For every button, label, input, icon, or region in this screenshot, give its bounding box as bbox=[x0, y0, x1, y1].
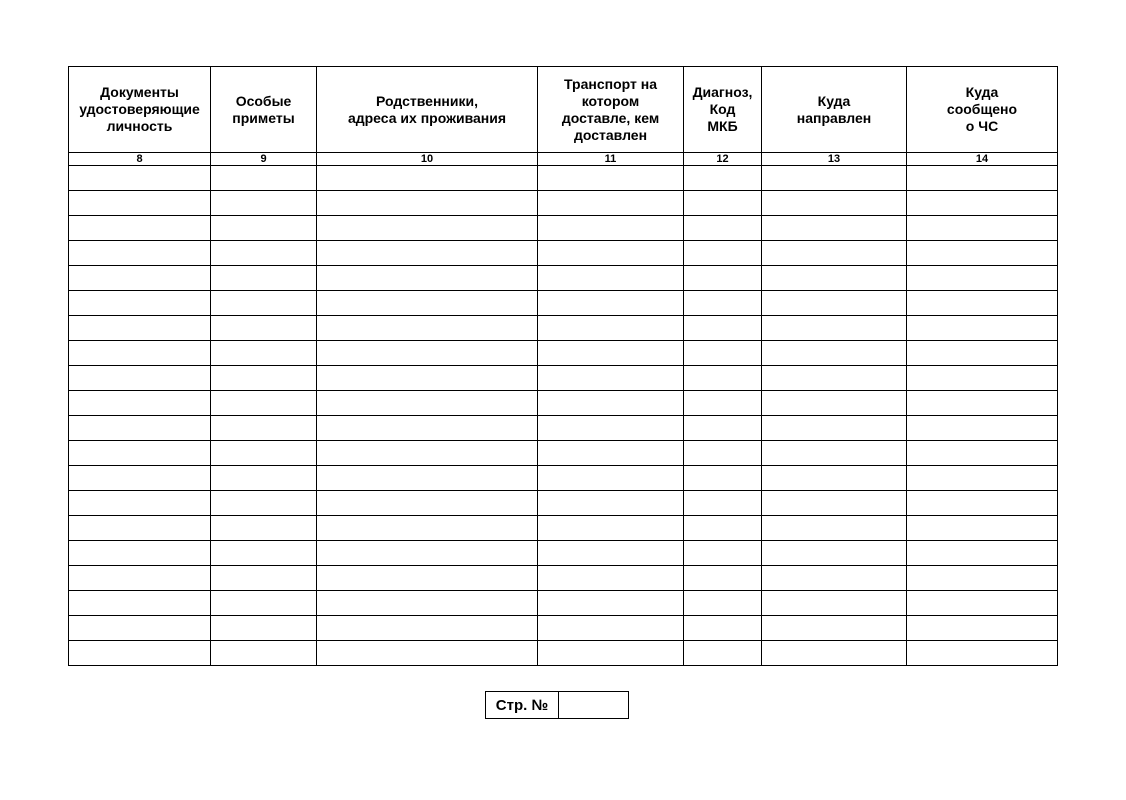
table-cell[interactable] bbox=[538, 166, 684, 191]
table-cell[interactable] bbox=[538, 466, 684, 491]
table-cell[interactable] bbox=[69, 291, 211, 316]
table-cell[interactable] bbox=[762, 616, 907, 641]
table-cell[interactable] bbox=[907, 166, 1058, 191]
table-cell[interactable] bbox=[211, 341, 317, 366]
table-cell[interactable] bbox=[211, 541, 317, 566]
table-cell[interactable] bbox=[762, 166, 907, 191]
table-row bbox=[69, 591, 1058, 616]
table-cell[interactable] bbox=[907, 316, 1058, 341]
table-row bbox=[69, 291, 1058, 316]
table-cell[interactable] bbox=[317, 291, 538, 316]
table-row bbox=[69, 266, 1058, 291]
table-cell[interactable] bbox=[211, 241, 317, 266]
table-cell[interactable] bbox=[211, 291, 317, 316]
table-cell[interactable] bbox=[762, 591, 907, 616]
table-cell[interactable] bbox=[684, 491, 762, 516]
table-row bbox=[69, 616, 1058, 641]
table-cell[interactable] bbox=[317, 616, 538, 641]
table-cell[interactable] bbox=[69, 391, 211, 416]
table-cell[interactable] bbox=[762, 391, 907, 416]
table-row bbox=[69, 391, 1058, 416]
page-number-box bbox=[485, 691, 629, 719]
table-cell[interactable] bbox=[762, 341, 907, 366]
table-cell[interactable] bbox=[69, 541, 211, 566]
table-cell[interactable] bbox=[69, 491, 211, 516]
table-cell[interactable] bbox=[907, 516, 1058, 541]
table-cell[interactable] bbox=[211, 641, 317, 666]
table-row bbox=[69, 341, 1058, 366]
table-cell[interactable] bbox=[907, 366, 1058, 391]
table-row bbox=[69, 541, 1058, 566]
table-row bbox=[69, 366, 1058, 391]
table-cell[interactable] bbox=[684, 366, 762, 391]
page-number-label: Стр. № bbox=[486, 692, 559, 718]
table-cell[interactable] bbox=[907, 266, 1058, 291]
column-number-row bbox=[69, 153, 1058, 166]
table-cell[interactable] bbox=[907, 416, 1058, 441]
table-cell[interactable] bbox=[211, 491, 317, 516]
table-row bbox=[69, 166, 1058, 191]
table-cell[interactable] bbox=[69, 516, 211, 541]
table-cell[interactable] bbox=[762, 266, 907, 291]
table-cell[interactable] bbox=[317, 316, 538, 341]
table-cell[interactable] bbox=[762, 566, 907, 591]
table-cell[interactable] bbox=[907, 241, 1058, 266]
table-cell[interactable] bbox=[538, 291, 684, 316]
table-cell[interactable] bbox=[211, 566, 317, 591]
table-cell[interactable] bbox=[538, 341, 684, 366]
table-cell[interactable] bbox=[69, 241, 211, 266]
table-cell[interactable] bbox=[69, 466, 211, 491]
table-cell[interactable] bbox=[684, 566, 762, 591]
table-cell[interactable] bbox=[69, 316, 211, 341]
table-cell[interactable] bbox=[69, 641, 211, 666]
table-cell[interactable] bbox=[684, 266, 762, 291]
page-number-field[interactable] bbox=[559, 692, 628, 718]
table-cell[interactable] bbox=[211, 316, 317, 341]
header-row bbox=[69, 67, 1058, 153]
table-cell[interactable] bbox=[211, 366, 317, 391]
column-header-transport: Транспорт на котором доставле, кем доставлен bbox=[538, 67, 684, 153]
table-cell[interactable] bbox=[907, 566, 1058, 591]
table-cell[interactable] bbox=[907, 491, 1058, 516]
table-row bbox=[69, 216, 1058, 241]
table-cell[interactable] bbox=[762, 516, 907, 541]
table-cell[interactable] bbox=[538, 591, 684, 616]
table-cell[interactable] bbox=[538, 391, 684, 416]
table-cell[interactable] bbox=[762, 291, 907, 316]
column-number: 12 bbox=[684, 153, 762, 166]
column-number: 13 bbox=[762, 153, 907, 166]
table-cell[interactable] bbox=[211, 416, 317, 441]
table-cell[interactable] bbox=[762, 241, 907, 266]
table-cell[interactable] bbox=[317, 491, 538, 516]
table-cell[interactable] bbox=[538, 641, 684, 666]
table-cell[interactable] bbox=[762, 491, 907, 516]
table-cell[interactable] bbox=[211, 266, 317, 291]
table-cell[interactable] bbox=[907, 341, 1058, 366]
column-header-relatives: Родственники, адреса их проживания bbox=[317, 67, 538, 153]
table-cell[interactable] bbox=[684, 441, 762, 466]
table-row bbox=[69, 516, 1058, 541]
table-row bbox=[69, 466, 1058, 491]
table-cell[interactable] bbox=[69, 416, 211, 441]
table-cell[interactable] bbox=[211, 216, 317, 241]
table-cell[interactable] bbox=[317, 191, 538, 216]
table-cell[interactable] bbox=[684, 291, 762, 316]
table-cell[interactable] bbox=[762, 416, 907, 441]
column-number: 14 bbox=[907, 153, 1058, 166]
table-cell[interactable] bbox=[317, 541, 538, 566]
table-cell[interactable] bbox=[69, 566, 211, 591]
table-cell[interactable] bbox=[907, 641, 1058, 666]
table-cell[interactable] bbox=[317, 241, 538, 266]
table-cell[interactable] bbox=[907, 391, 1058, 416]
table-cell[interactable] bbox=[317, 566, 538, 591]
table-row bbox=[69, 641, 1058, 666]
table-cell[interactable] bbox=[538, 416, 684, 441]
table-cell[interactable] bbox=[211, 191, 317, 216]
table-cell[interactable] bbox=[538, 266, 684, 291]
table-row bbox=[69, 491, 1058, 516]
table-cell[interactable] bbox=[762, 641, 907, 666]
table-cell[interactable] bbox=[317, 266, 538, 291]
table-body bbox=[69, 166, 1058, 666]
table-cell[interactable] bbox=[211, 166, 317, 191]
register-table bbox=[68, 66, 1058, 666]
table-cell[interactable] bbox=[538, 316, 684, 341]
table-cell[interactable] bbox=[684, 391, 762, 416]
table-cell[interactable] bbox=[762, 316, 907, 341]
table-cell[interactable] bbox=[684, 466, 762, 491]
table-cell[interactable] bbox=[684, 616, 762, 641]
table-cell[interactable] bbox=[907, 616, 1058, 641]
table-row bbox=[69, 316, 1058, 341]
table-cell[interactable] bbox=[211, 441, 317, 466]
table-cell[interactable] bbox=[907, 441, 1058, 466]
table-cell[interactable] bbox=[538, 216, 684, 241]
table-cell[interactable] bbox=[684, 516, 762, 541]
table-cell[interactable] bbox=[538, 441, 684, 466]
table-cell[interactable] bbox=[684, 591, 762, 616]
table-cell[interactable] bbox=[69, 366, 211, 391]
table-cell[interactable] bbox=[317, 516, 538, 541]
column-number: 10 bbox=[317, 153, 538, 166]
table-cell[interactable] bbox=[69, 341, 211, 366]
table-row bbox=[69, 566, 1058, 591]
table-cell[interactable] bbox=[762, 541, 907, 566]
table-cell[interactable] bbox=[684, 316, 762, 341]
table-cell[interactable] bbox=[69, 166, 211, 191]
table-cell[interactable] bbox=[69, 266, 211, 291]
table-cell[interactable] bbox=[211, 616, 317, 641]
table-cell[interactable] bbox=[538, 566, 684, 591]
table-cell[interactable] bbox=[211, 516, 317, 541]
column-number: 9 bbox=[211, 153, 317, 166]
table-cell[interactable] bbox=[907, 591, 1058, 616]
column-header-sent-to: Куда направлен bbox=[762, 67, 907, 153]
column-header-notified: Куда сообщено о ЧС bbox=[907, 67, 1058, 153]
table-cell[interactable] bbox=[317, 341, 538, 366]
table-cell[interactable] bbox=[317, 416, 538, 441]
table-cell[interactable] bbox=[317, 466, 538, 491]
column-number: 8 bbox=[69, 153, 211, 166]
table-cell[interactable] bbox=[69, 616, 211, 641]
table-cell[interactable] bbox=[684, 191, 762, 216]
table-cell[interactable] bbox=[538, 516, 684, 541]
table-cell[interactable] bbox=[211, 391, 317, 416]
table-cell[interactable] bbox=[762, 466, 907, 491]
table-cell[interactable] bbox=[684, 166, 762, 191]
table-row bbox=[69, 441, 1058, 466]
table-row bbox=[69, 191, 1058, 216]
table-cell[interactable] bbox=[684, 341, 762, 366]
table-cell[interactable] bbox=[69, 441, 211, 466]
table-cell[interactable] bbox=[538, 191, 684, 216]
table-cell[interactable] bbox=[538, 616, 684, 641]
column-header-diagnosis: Диагноз, Код МКБ bbox=[684, 67, 762, 153]
table-cell[interactable] bbox=[907, 466, 1058, 491]
table-cell[interactable] bbox=[69, 191, 211, 216]
table-cell[interactable] bbox=[317, 216, 538, 241]
table-cell[interactable] bbox=[684, 416, 762, 441]
table-cell[interactable] bbox=[762, 191, 907, 216]
table-cell[interactable] bbox=[317, 366, 538, 391]
table-cell[interactable] bbox=[762, 366, 907, 391]
table-cell[interactable] bbox=[684, 641, 762, 666]
table-cell[interactable] bbox=[211, 466, 317, 491]
table-cell[interactable] bbox=[69, 591, 211, 616]
table-cell[interactable] bbox=[538, 491, 684, 516]
table-cell[interactable] bbox=[762, 216, 907, 241]
table-cell[interactable] bbox=[684, 241, 762, 266]
table-row bbox=[69, 241, 1058, 266]
column-header-special-features: Особые приметы bbox=[211, 67, 317, 153]
table-row bbox=[69, 416, 1058, 441]
table-cell[interactable] bbox=[538, 366, 684, 391]
table-cell[interactable] bbox=[907, 216, 1058, 241]
table-cell[interactable] bbox=[907, 191, 1058, 216]
table-cell[interactable] bbox=[317, 441, 538, 466]
table-cell[interactable] bbox=[317, 166, 538, 191]
table-cell[interactable] bbox=[538, 241, 684, 266]
table-cell[interactable] bbox=[907, 541, 1058, 566]
table-cell[interactable] bbox=[684, 216, 762, 241]
table-cell[interactable] bbox=[762, 441, 907, 466]
column-number: 11 bbox=[538, 153, 684, 166]
column-header-documents: Документы удостоверяющие личность bbox=[69, 67, 211, 153]
table-cell[interactable] bbox=[69, 216, 211, 241]
table-cell[interactable] bbox=[211, 591, 317, 616]
table-cell[interactable] bbox=[317, 591, 538, 616]
table-cell[interactable] bbox=[907, 291, 1058, 316]
table-cell[interactable] bbox=[538, 541, 684, 566]
table-cell[interactable] bbox=[684, 541, 762, 566]
table-cell[interactable] bbox=[317, 391, 538, 416]
table-cell[interactable] bbox=[317, 641, 538, 666]
